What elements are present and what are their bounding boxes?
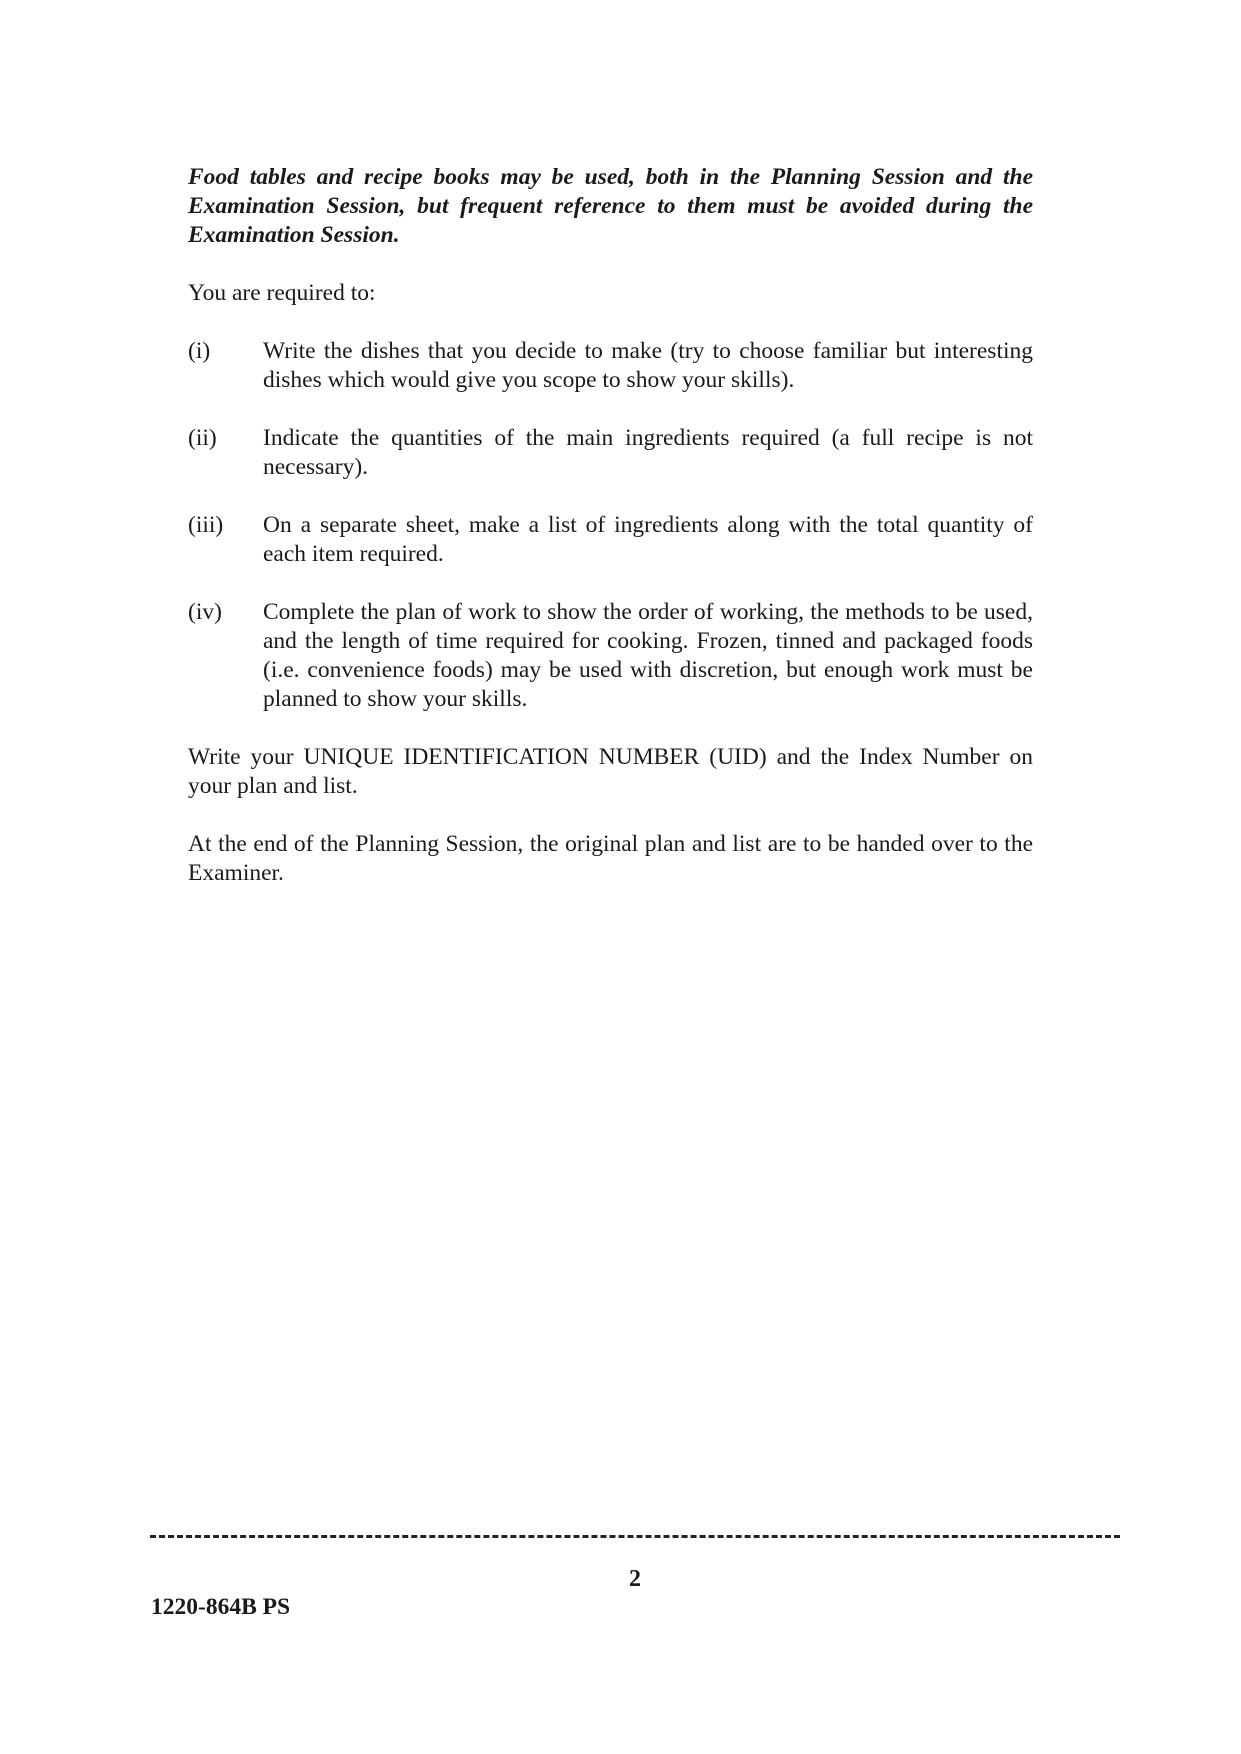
item-text: Indicate the quantities of the main ingredients required (a full recipe is not necessary). [263, 425, 1033, 480]
list-item [188, 511, 1033, 569]
list-item [188, 598, 1033, 714]
list-item [188, 424, 1033, 482]
list-item [188, 337, 1033, 395]
instructions-body [188, 163, 1033, 888]
requirements-list [188, 337, 1033, 714]
item-text: Complete the plan of work to show the order of working, the methods to be used, and the length of time required for cooking. Frozen, tinned and packaged foods (i.e. convenience foods) may be used with discretion, but enough work must be planned to show your skills. [263, 599, 1033, 712]
item-number: (iv) [188, 599, 222, 625]
item-text: Write the dishes that you decide to make (try to choose familiar but interesting dishes which would give you scope to show your skills). [263, 338, 1033, 393]
requirements-lead: You are required to: [188, 280, 376, 306]
paper-code: 1220-864B PS [151, 1594, 291, 1620]
uid-note: Write your UNIQUE IDENTIFICATION NUMBER (UID) and the Index Number on your plan and list. [188, 744, 1033, 799]
page-number: 2 [629, 1566, 641, 1592]
item-number: (i) [188, 338, 211, 364]
handover-note: At the end of the Planning Session, the original plan and list are to be handed over to the Examiner. [188, 831, 1033, 886]
item-number: (ii) [188, 425, 217, 451]
reference-materials-note: Food tables and recipe books may be used, both in the Planning Session and the Examination Session, but frequent reference to them must be avoided during the Examination Session. [188, 164, 1033, 248]
item-number: (iii) [188, 512, 224, 538]
footer-dashed-rule [150, 1535, 1120, 1538]
item-text: On a separate sheet, make a list of ingredients along with the total quantity of each item required. [263, 512, 1033, 567]
